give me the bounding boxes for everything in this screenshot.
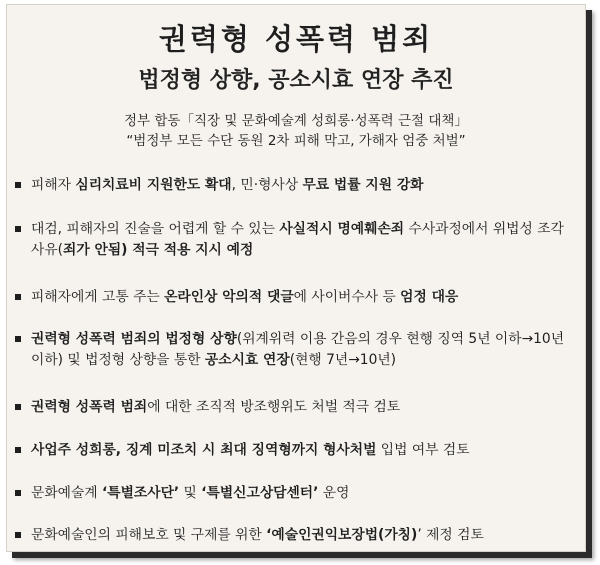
- item-highlight: 최대 징역형까지 형사처벌: [220, 442, 377, 458]
- document-panel: [6, 4, 586, 552]
- bullet-square-icon: [15, 404, 21, 410]
- item-text: 문화예술계: [31, 485, 103, 501]
- item-highlight: 사실적시 명예훼손죄: [279, 221, 405, 237]
- item-text: 대검, 피해자의 진술을 어렵게 할 수 있는: [31, 221, 280, 237]
- item-highlight: 엄정 대응: [400, 289, 459, 305]
- list-item: [15, 483, 575, 504]
- item-text: (현행 7년→10년): [289, 352, 397, 368]
- bullet-square-icon: [15, 182, 21, 188]
- subheading-policy: 정부 합동「직장 및 문화예술계 성희롱·성폭력 근절 대책」: [124, 113, 468, 129]
- subheading-quote: “범정부 모든 수단 동원 2차 피해 막고, 가해자 엄중 처벌”: [126, 133, 466, 149]
- item-highlight: ) 적극 적용 지시 예정: [121, 242, 254, 258]
- bullet-square-icon: [15, 226, 21, 232]
- item-highlight: 사업주 성희롱, 징계 미조치 시: [31, 442, 221, 458]
- list-item: [15, 329, 575, 371]
- item-highlight: 무료 법률 지원 강화: [302, 177, 424, 193]
- item-text: 피해자: [31, 177, 76, 193]
- bullet-square-icon: [15, 294, 21, 300]
- item-highlight: ‘예술인권익보장법(가칭): [266, 527, 418, 543]
- list-item: [15, 440, 575, 461]
- item-text: ’ 제정 검토: [417, 527, 484, 543]
- bullet-square-icon: [15, 490, 21, 496]
- item-text: 에 대한 조직적 방조행위도 처벌 적극 검토: [147, 399, 401, 415]
- item-text: 운영: [318, 485, 350, 501]
- item-text: , 민·형사상: [231, 177, 303, 193]
- bullet-square-icon: [15, 447, 21, 453]
- item-text: 에 사이버수사 등: [293, 289, 401, 305]
- item-text: 수사과정에서 위법성 조각사유(: [31, 221, 564, 258]
- list-item: [15, 525, 575, 546]
- bullet-square-icon: [15, 336, 21, 342]
- item-highlight: 권력형 성폭력 범죄의 법정형 상향: [31, 331, 237, 347]
- item-text: 입법 여부 검토: [376, 442, 470, 458]
- list-item: [15, 175, 575, 196]
- item-highlight: ‘특별신고상담센터’: [201, 485, 319, 501]
- item-highlight: 권력형 성폭력 범죄: [31, 399, 148, 415]
- page-title: 권력형 성폭력 범죄: [158, 22, 434, 56]
- item-highlight: ‘특별조사단’: [102, 485, 180, 501]
- item-highlight: 죄가 안됨: [63, 242, 122, 258]
- item-highlight: 공소시효 연장: [204, 352, 290, 368]
- list-item: [15, 219, 575, 261]
- item-highlight: 온라인상 악의적 댓글: [164, 289, 294, 305]
- list-item: [15, 287, 575, 308]
- item-text: 피해자에게 고통 주는: [31, 289, 165, 305]
- item-text: 및: [179, 485, 202, 501]
- item-text: 문화예술인의 피해보호 및 구제를 위한: [31, 527, 267, 543]
- page-subtitle: 법정형 상향, 공소시효 연장 추진: [138, 68, 454, 93]
- item-highlight: 심리치료비 지원한도 확대: [75, 177, 232, 193]
- list-item: [15, 397, 575, 418]
- bullet-square-icon: [15, 532, 21, 538]
- item-text: (위계위력 이용 간음의 경우 현행 징역 5년 이하→10년 이하) 및 법정형 상향을 통한: [31, 331, 565, 368]
